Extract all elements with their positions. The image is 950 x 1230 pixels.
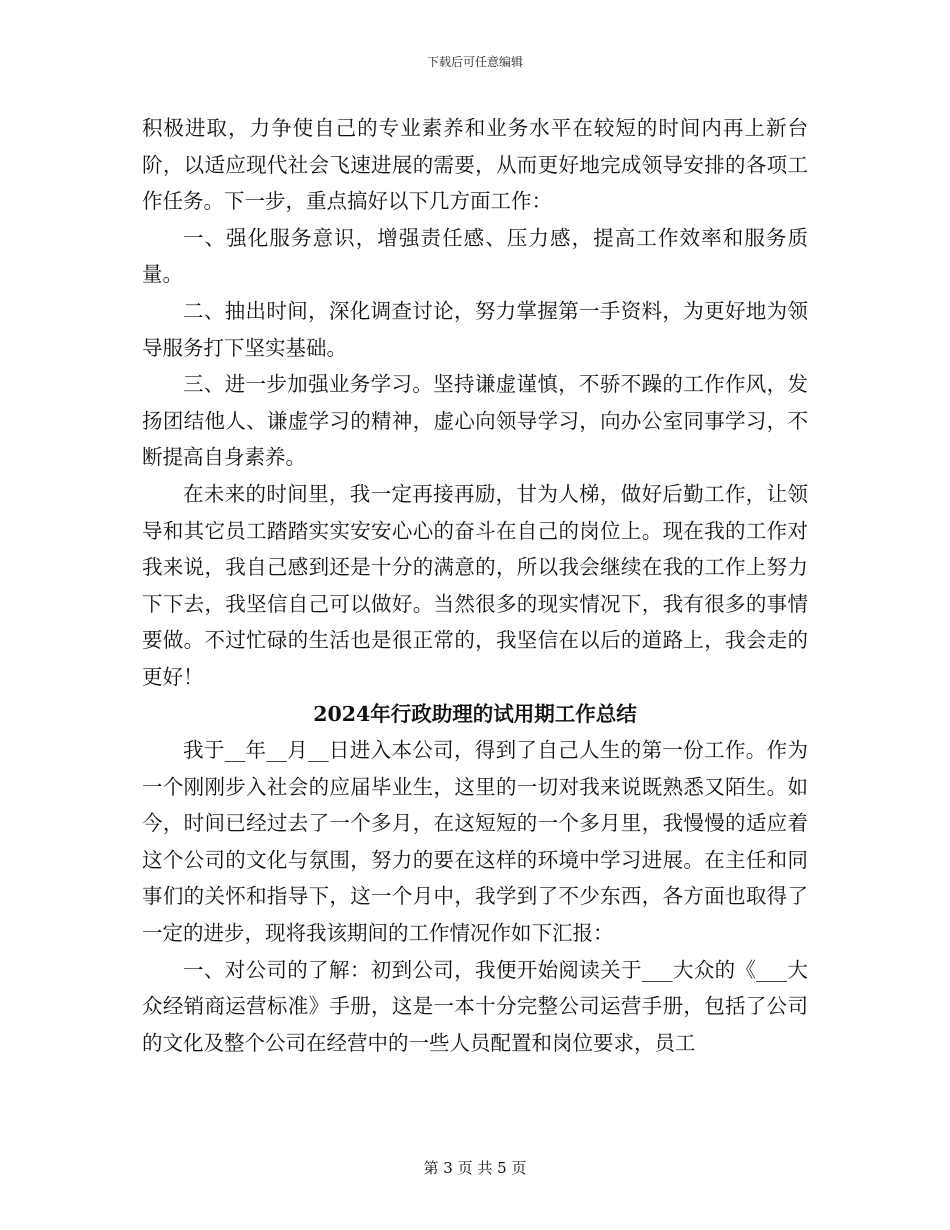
paragraph-conclusion: 在未来的时间里，我一定再接再励，甘为人梯，做好后勤工作，让领导和其它员工踏踏实实安安心心的奋斗在自己的岗位上。现在我的工作对我来说，我自己感到还是十分的满意的，所以我会继续在我的工作上努力下下去，我坚信自己可以做好。当然很多的现实情况下，我有很多的事情要做。不过忙碌的生活也是很正常的，我坚信在以后的道路上，我会走的更好！ — [142, 481, 808, 689]
page-header: 下载后可任意编辑 — [426, 55, 523, 69]
paragraph-item-2: 二、抽出时间，深化调查讨论，努力掌握第一手资料，为更好地为领导服务打下坚实基础。 — [142, 298, 808, 360]
section-title: 2024年行政助理的试用期工作总结 — [313, 701, 637, 726]
paragraph-company-understanding: 一、对公司的了解：初到公司，我便开始阅读关于___大众的《___大众经销商运营标准》手册，这是一本十分完整公司运营手册，包括了公司的文化及整个公司在经营中的一些人员配置和岗位要求，员工 — [142, 957, 808, 1055]
paragraph-intro: 我于__年__月__日进入本公司，得到了自己人生的第一份工作。作为一个刚刚步入社会的应届毕业生，这里的一切对我来说既熟悉又陌生。如今，时间已经过去了一个多月，在这短短的一个多月里，我慢慢的适应着这个公司的文化与氛围，努力的要在这样的环境中学习进展。在主任和同事们的关怀和指导下，这一个月中，我学到了不少东西，各方面也取得了一定的进步，现将我该期间的工作情况作如下汇报： — [142, 738, 808, 946]
document-body — [142, 110, 808, 1061]
paragraph-item-3: 三、进一步加强业务学习。坚持谦虚谨慎，不骄不躁的工作作风，发扬团结他人、谦虚学习的精神，虚心向领导学习，向办公室同事学习，不断提高自身素养。 — [142, 372, 808, 470]
paragraph-continued: 积极进取，力争使自己的专业素养和业务水平在较短的时间内再上新台阶，以适应现代社会飞速进展的需要，从而更好地完成领导安排的各项工作任务。下一步，重点搞好以下几方面工作： — [142, 116, 808, 214]
page-number: 第 3 页 共 5 页 — [423, 1159, 527, 1177]
paragraph-item-1: 一、强化服务意识，增强责任感、压力感，提高工作效率和服务质量。 — [142, 225, 808, 287]
